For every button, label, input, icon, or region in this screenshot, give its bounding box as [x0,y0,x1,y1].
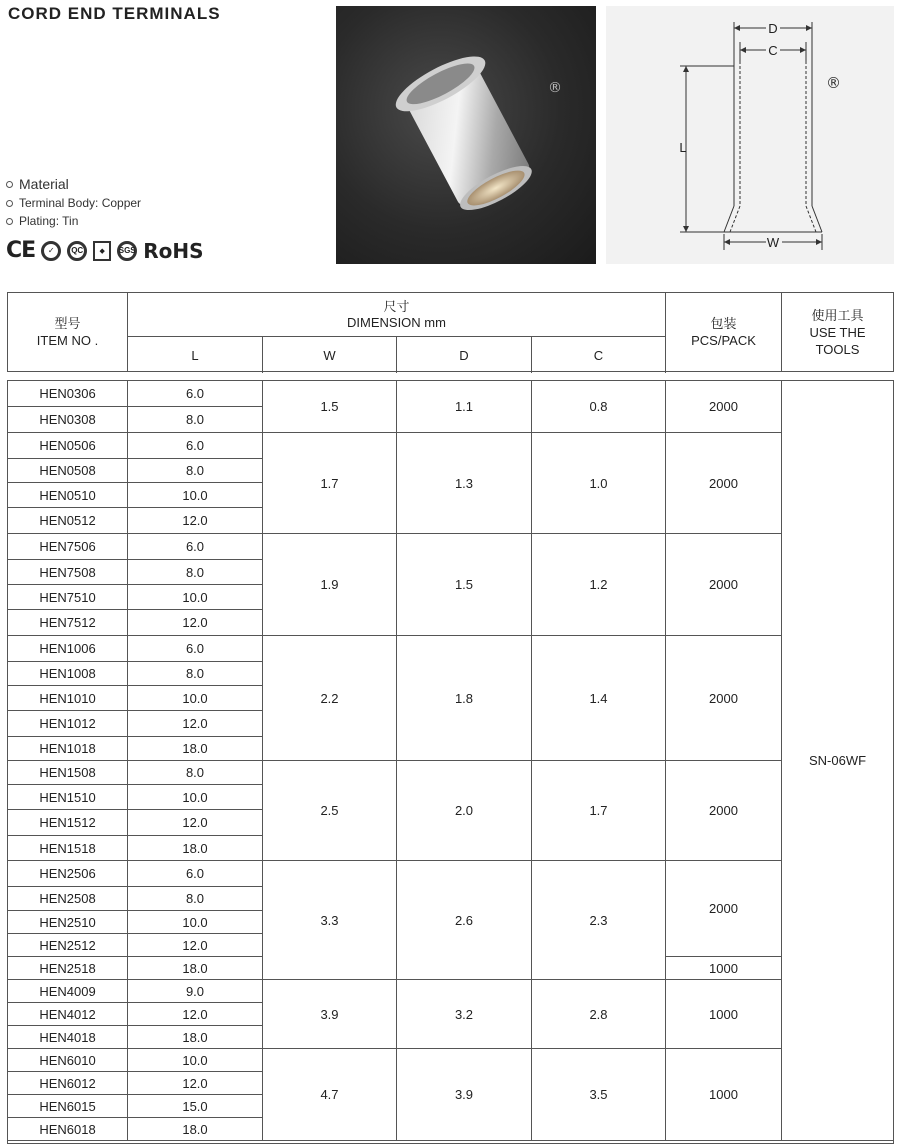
width-cell: 4.7 [263,1049,397,1141]
pack-quantity-cell: 2000 [666,534,782,636]
width-cell: 2.2 [263,636,397,761]
length-cell: 18.0 [128,1118,263,1141]
item-number-cell: HEN1008 [8,662,128,686]
item-number-cell: HEN6018 [8,1118,128,1141]
outer-diameter-cell: 1.8 [397,636,532,761]
length-cell: 8.0 [128,560,263,585]
length-cell: 18.0 [128,737,263,761]
header-l: L [128,337,263,373]
length-cell: 12.0 [128,810,263,836]
length-cell: 8.0 [128,761,263,785]
width-cell: 3.9 [263,980,397,1049]
table-header [7,292,894,372]
outer-diameter-cell: 1.3 [397,433,532,534]
length-cell: 18.0 [128,957,263,980]
item-number-cell: HEN1012 [8,711,128,737]
item-number-cell: HEN1518 [8,836,128,861]
dim-label-d: D [768,21,778,36]
header-w: W [263,337,397,373]
inner-diameter-cell: 0.8 [532,381,666,433]
header-item-cn: 型号 [54,316,81,331]
specification-table [7,292,894,1137]
product-photo [336,6,596,264]
width-cell: 1.9 [263,534,397,636]
registered-mark: ® [826,74,841,92]
header-pack-en: PCS/PACK [691,333,756,348]
header-dimension [128,293,666,337]
header-pack-cn: 包装 [710,316,737,331]
quality-badge-icon: ◆ [93,241,111,261]
header-dim-cn: 尺寸 [383,298,410,314]
item-number-cell: HEN4012 [8,1003,128,1026]
item-number-cell: HEN4009 [8,980,128,1003]
qc-seal-icon: QC [67,241,87,261]
header-pack [666,293,782,371]
dim-label-w: W [766,235,780,250]
header-item-no [8,293,128,371]
pack-quantity-cell: 1000 [666,957,782,980]
pack-quantity-cell: 2000 [666,433,782,534]
item-number-cell: HEN1010 [8,686,128,711]
outer-diameter-cell: 1.5 [397,534,532,636]
pack-quantity-cell: 1000 [666,980,782,1049]
item-number-cell: HEN6015 [8,1095,128,1118]
length-cell: 8.0 [128,887,263,911]
item-number-cell: HEN0512 [8,508,128,534]
item-number-cell: HEN7510 [8,585,128,610]
inner-diameter-cell: 1.7 [532,761,666,861]
table-body [7,380,894,1144]
header-tools [782,293,893,371]
length-cell: 6.0 [128,636,263,662]
item-number-cell: HEN1508 [8,761,128,785]
rohs-mark: RoHS [143,238,204,263]
length-cell: 6.0 [128,861,263,887]
length-cell: 10.0 [128,585,263,610]
length-cell: 18.0 [128,1026,263,1049]
inner-diameter-cell: 1.2 [532,534,666,636]
item-number-cell: HEN1006 [8,636,128,662]
registered-mark: ® [548,80,562,96]
pack-quantity-cell: 2000 [666,636,782,761]
outer-diameter-cell: 2.6 [397,861,532,980]
length-cell: 6.0 [128,381,263,407]
ce-mark-icon: CE [6,238,36,263]
item-number-cell: HEN1512 [8,810,128,836]
length-cell: 6.0 [128,433,263,459]
length-cell: 15.0 [128,1095,263,1118]
item-number-cell: HEN0308 [8,407,128,433]
width-cell: 2.5 [263,761,397,861]
material-plating: Plating: Tin [19,214,79,228]
dim-label-c: C [768,43,778,58]
length-cell: 18.0 [128,836,263,861]
pack-quantity-cell: 2000 [666,761,782,861]
item-number-cell: HEN0306 [8,381,128,407]
bullet-icon [6,200,13,207]
page-title: CORD END TERMINALS [8,4,221,23]
length-cell: 10.0 [128,1049,263,1072]
inner-diameter-cell: 2.8 [532,980,666,1049]
length-cell: 12.0 [128,711,263,737]
outer-diameter-cell: 2.0 [397,761,532,861]
inner-diameter-cell: 3.5 [532,1049,666,1141]
bullet-icon [6,181,13,188]
item-number-cell: HEN6012 [8,1072,128,1095]
item-number-cell: HEN0506 [8,433,128,459]
pack-quantity-cell: 2000 [666,381,782,433]
material-section [6,174,141,230]
material-heading: Material [19,176,69,192]
pack-quantity-cell: 2000 [666,861,782,957]
width-cell: 1.5 [263,381,397,433]
outer-diameter-cell: 1.1 [397,381,532,433]
header-dim-en: DIMENSION mm [347,314,446,330]
inner-diameter-cell: 1.4 [532,636,666,761]
material-item [6,194,141,212]
outer-diameter-cell: 3.2 [397,980,532,1049]
item-number-cell: HEN4018 [8,1026,128,1049]
item-number-cell: HEN2506 [8,861,128,887]
header-tool-en1: USE THE [809,324,866,340]
header-tool-en2: TOOLS [815,341,860,357]
length-cell: 10.0 [128,911,263,934]
ferrule-dimension-drawing [606,6,894,264]
item-number-cell: HEN0508 [8,459,128,483]
length-cell: 10.0 [128,785,263,810]
dim-label-l: L [679,140,687,155]
dimension-diagram [606,6,894,264]
outer-diameter-cell: 3.9 [397,1049,532,1141]
length-cell: 12.0 [128,1072,263,1095]
length-cell: 9.0 [128,980,263,1003]
header-c: C [532,337,666,373]
item-number-cell: HEN1018 [8,737,128,761]
inner-diameter-cell: 1.0 [532,433,666,534]
item-number-cell: HEN0510 [8,483,128,508]
length-cell: 12.0 [128,934,263,957]
length-cell: 10.0 [128,483,263,508]
material-item [6,212,141,230]
pack-quantity-cell: 1000 [666,1049,782,1141]
item-number-cell: HEN2512 [8,934,128,957]
certification-logos [6,238,203,263]
item-number-cell: HEN7512 [8,610,128,636]
item-number-cell: HEN2508 [8,887,128,911]
sgs-seal-icon: SGS [117,241,137,261]
header-d: D [397,337,532,373]
inner-diameter-cell: 2.3 [532,861,666,980]
check-seal-icon: ✓ [41,241,61,261]
length-cell: 6.0 [128,534,263,560]
length-cell: 8.0 [128,662,263,686]
length-cell: 8.0 [128,459,263,483]
item-number-cell: HEN1510 [8,785,128,810]
length-cell: 12.0 [128,508,263,534]
width-cell: 1.7 [263,433,397,534]
header-tool-cn: 使用工具 [811,307,864,323]
header-item-en: ITEM NO . [36,333,99,348]
item-number-cell: HEN7506 [8,534,128,560]
item-number-cell: HEN2510 [8,911,128,934]
material-body: Terminal Body: Copper [19,196,142,210]
material-heading-row [6,174,141,194]
bullet-icon [6,218,13,225]
length-cell: 12.0 [128,610,263,636]
item-number-cell: HEN6010 [8,1049,128,1072]
length-cell: 12.0 [128,1003,263,1026]
length-cell: 10.0 [128,686,263,711]
ferrule-photo-illustration [336,6,596,264]
tool-cell: SN-06WF [782,381,893,1141]
item-number-cell: HEN7508 [8,560,128,585]
length-cell: 8.0 [128,407,263,433]
width-cell: 3.3 [263,861,397,980]
item-number-cell: HEN2518 [8,957,128,980]
